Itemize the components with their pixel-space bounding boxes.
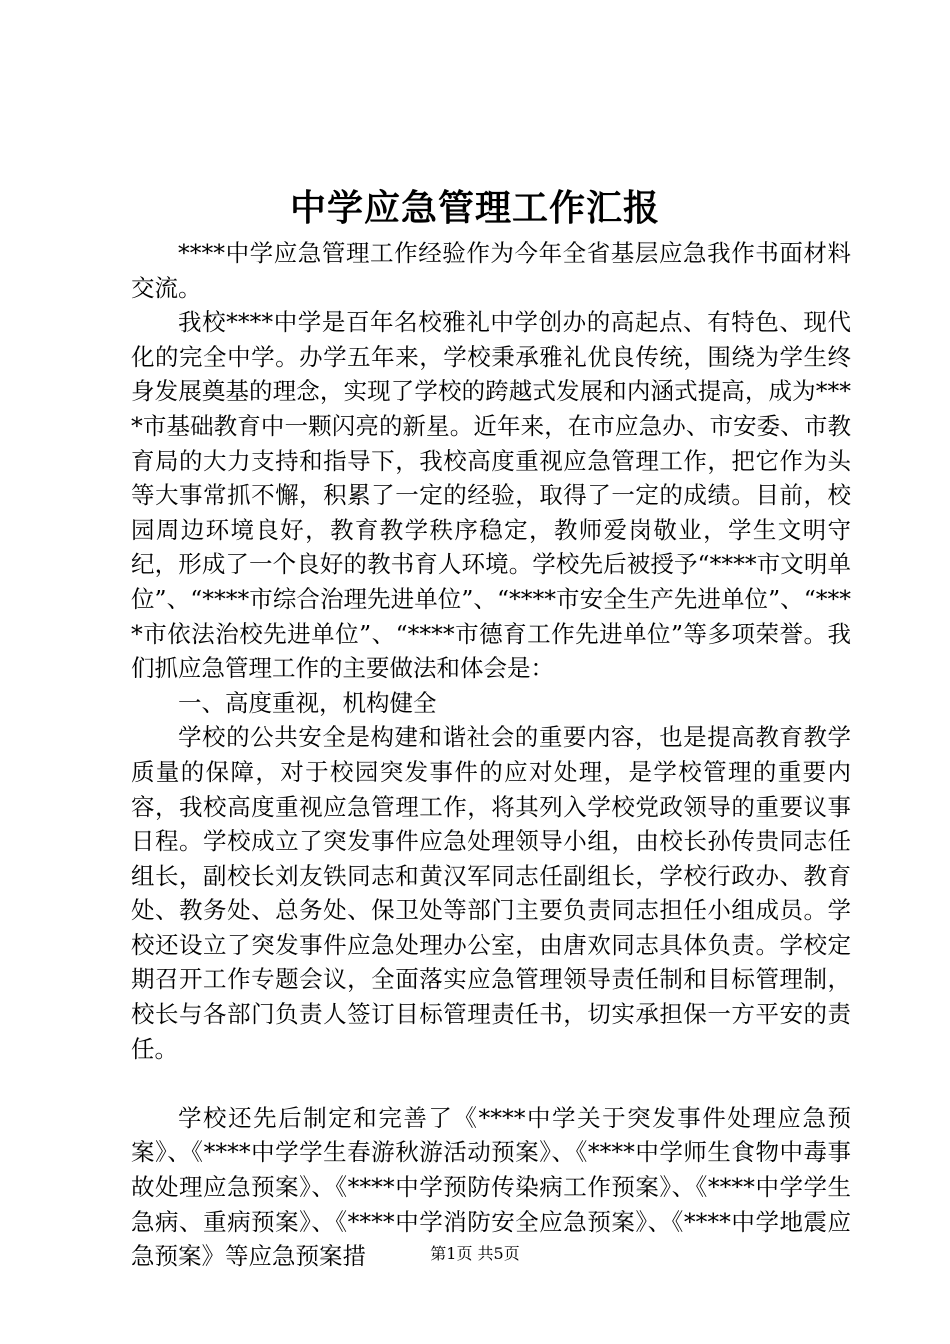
paragraph-emergency-plans: 学校还先后制定和完善了《****中学关于突发事件处理应急预案》、《****中学学生春游秋游活动预案》、《****中学师生食物中毒事故处理应急预案》、《****中学预防传染病工作预案》、《****中学学生急病、重病预案》、《****中学消防安全应急预案》、《****中学地震应急预案》等应急预案措	[131, 1103, 851, 1271]
section-heading-1: 一、高度重视，机构健全	[178, 688, 437, 717]
paragraph-spacer	[131, 1066, 851, 1101]
document-title: 中学应急管理工作汇报	[289, 187, 660, 229]
paragraph-intro: ****中学应急管理工作经验作为今年全省基层应急我作书面材料交流。	[131, 239, 851, 302]
document-body	[131, 236, 851, 1274]
page-footer: 第1页 共5页	[430, 1244, 520, 1263]
paragraph-organization: 学校的公共安全是构建和谐社会的重要内容，也是提高教育教学质量的保障，对于校园突发事件的应对处理，是学校管理的重要内容，我校高度重视应急管理工作，将其列入学校党政领导的重要议事日程。学校成立了突发事件应急处理领导小组，由校长孙传贵同志任组长，副校长刘友铁同志和黄汉军同志任副组长，学校行政办、教育处、教务处、总务处、保卫处等部门主要负责同志担任小组成员。学校还设立了突发事件应急处理办公室，由唐欢同志具体负责。学校定期召开工作专题会议，全面落实应急管理领导责任制和目标管理制，校长与各部门负责人签订目标管理责任书，切实承担保一方平安的责任。	[131, 723, 851, 1063]
paragraph-school-overview: 我校****中学是百年名校雅礼中学创办的高起点、有特色、现代化的完全中学。办学五年来，学校秉承雅礼优良传统，围绕为学生终身发展奠基的理念，实现了学校的跨越式发展和内涵式提高，成为****市基础教育中一颗闪亮的新星。近年来，在市应急办、市安委、市教育局的大力支持和指导下，我校高度重视应急管理工作，把它作为头等大事常抓不懈，积累了一定的经验，取得了一定的成绩。目前，校园周边环境良好，教育教学秩序稳定，教师爱岗敬业，学生文明守纪，形成了一个良好的教书育人环境。学校先后被授予“****市文明单位”、“****市综合治理先进单位”、“****市安全生产先进单位”、“****市依法治校先进单位”、“****市德育工作先进单位”等多项荣誉。我们抓应急管理工作的主要做法和体会是：	[131, 308, 851, 683]
